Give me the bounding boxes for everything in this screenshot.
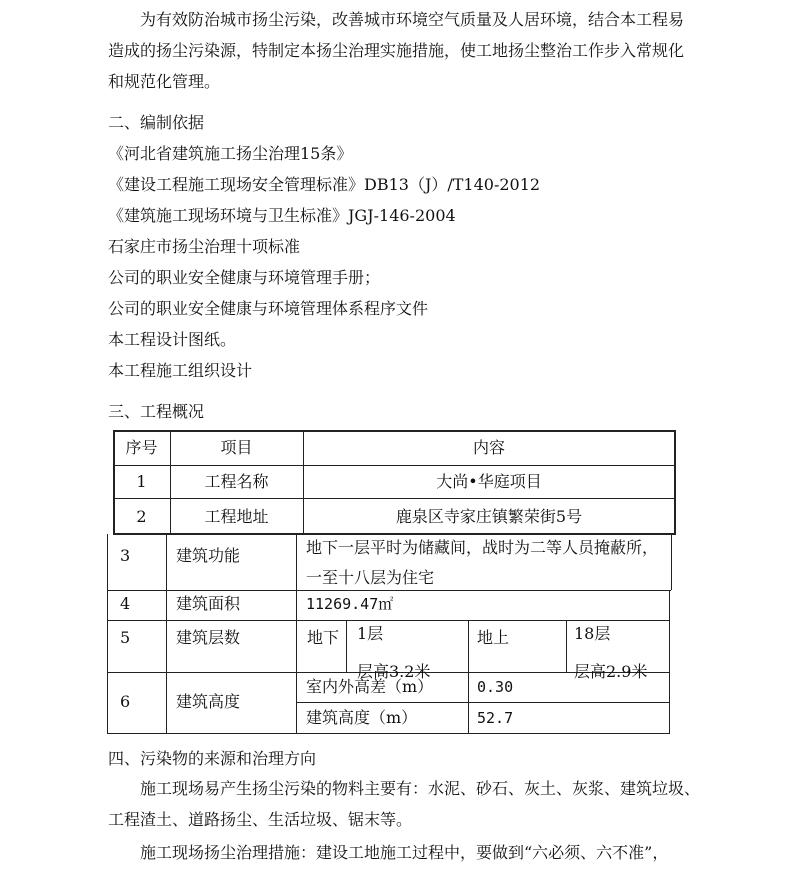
row-item: 建筑功能 (176, 546, 241, 565)
basis-item: 公司的职业安全健康与环境管理体系程序文件 (108, 299, 429, 318)
below-ground-label: 地下 (307, 628, 340, 647)
intro-line-3: 和规范化管理。 (108, 72, 221, 91)
building-height-value: 52.7 (477, 709, 514, 727)
building-height-label: 建筑高度（m） (306, 708, 418, 727)
height-diff-value: 0.30 (477, 678, 514, 696)
pollutants-para-1-line-1: 施工现场易产生扬尘污染的物料主要有：水泥、砂石、灰土、灰浆、建筑垃圾、 (140, 779, 701, 798)
row-item: 建筑高度 (176, 692, 241, 711)
header-no: 序号 (125, 438, 158, 457)
pollutants-para-1-line-2: 工程渣土、道路扬尘、生活垃圾、锯末等。 (108, 810, 413, 829)
row-no: 6 (120, 692, 131, 711)
row-content-line-2: 一至十八层为住宅 (306, 568, 435, 587)
header-item: 项目 (220, 438, 253, 457)
row-item: 建筑层数 (176, 628, 241, 647)
basis-item: 石家庄市扬尘治理十项标准 (108, 237, 301, 256)
section-heading-overview: 三、工程概况 (108, 402, 205, 421)
below-ground-height: 层高3.2米 (357, 662, 431, 681)
below-ground-floors: 1层 (357, 624, 384, 643)
row-no: 5 (120, 628, 131, 647)
basis-item: 本工程施工组织设计 (108, 361, 253, 380)
above-ground-floors: 18层 (574, 624, 611, 643)
basis-item: 《建筑施工现场环境与卫生标准》JGJ-146-2004 (108, 206, 456, 225)
row-item: 工程地址 (204, 507, 269, 526)
above-ground-height: 层高2.9米 (574, 662, 648, 681)
row-item: 工程名称 (204, 472, 269, 491)
section-heading-basis: 二、编制依据 (108, 113, 205, 132)
section-heading-pollutants: 四、污染物的来源和治理方向 (108, 749, 317, 768)
basis-item: 《建设工程施工现场安全管理标准》DB13（J）/T140-2012 (108, 175, 541, 194)
row-no: 3 (120, 546, 131, 565)
basis-item: 《河北省建筑施工扬尘治理15条》 (108, 144, 353, 163)
header-content: 内容 (472, 438, 505, 457)
intro-line-1: 为有效防治城市扬尘污染，改善城市环境空气质量及人居环境，结合本工程易 (140, 10, 685, 29)
row-no: 1 (136, 472, 147, 491)
intro-line-2: 造成的扬尘污染源，特制定本扬尘治理实施措施，使工地扬尘整治工作步入常规化 (108, 41, 685, 60)
pollutants-para-2-line-1: 施工现场扬尘治理措施：建设工地施工过程中，要做到“六必须、六不准”， (140, 843, 669, 862)
above-ground-label: 地上 (477, 628, 510, 647)
row-no: 2 (136, 507, 147, 526)
height-diff-label: 室内外高差（m） (306, 677, 434, 696)
row-content: 大尚•华庭项目 (436, 472, 542, 491)
basis-item: 本工程设计图纸。 (108, 330, 237, 349)
row-content: 鹿泉区寺家庄镇繁荣街5号 (395, 507, 583, 526)
row-item: 建筑面积 (176, 594, 241, 613)
row-content: 11269.47㎡ (306, 595, 394, 613)
row-no: 4 (120, 594, 131, 613)
row-content-line-1: 地下一层平时为储藏间，战时为二等人员掩蔽所， (306, 538, 659, 557)
basis-item: 公司的职业安全健康与环境管理手册； (108, 268, 381, 287)
